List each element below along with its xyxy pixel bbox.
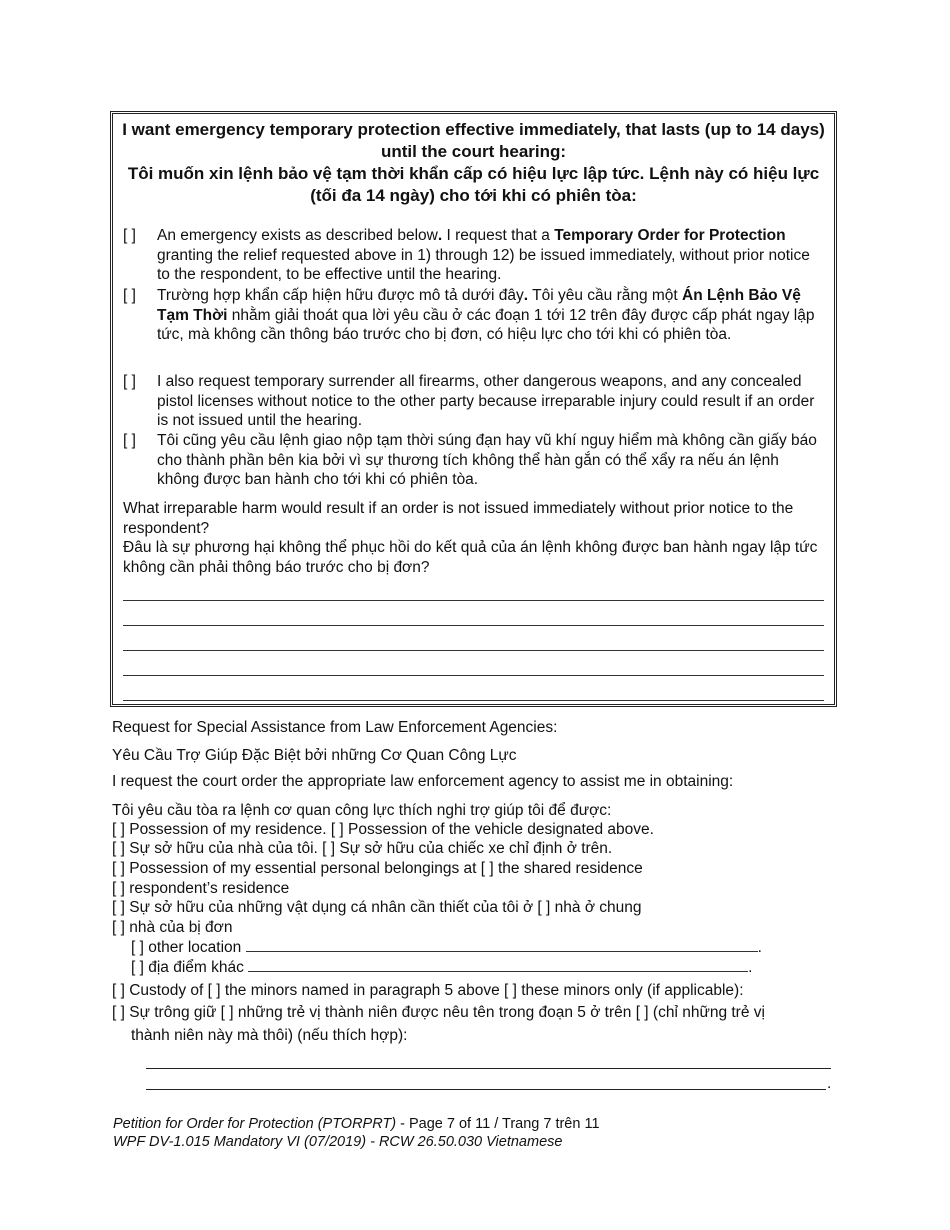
- assist-request-en: I request the court order the appropriate law enforcement agency to assist me in obtaining:: [112, 773, 734, 790]
- footer-page-info: [113, 1115, 600, 1133]
- box-title-vi: Tôi muốn xin lệnh bảo vệ tạm thời khẩn cấp có hiệu lực lập tức. Lệnh này có hiệu lực (tối đa 14 ngày) cho tới khi có phiên tòa:: [127, 164, 820, 205]
- other-location-field-vi[interactable]: [248, 957, 748, 972]
- footer-page-number: - Page 7 of 11 / Trang 7 trên 11: [396, 1116, 600, 1132]
- assist-option-belongings-vi[interactable]: [ ] Sự sở hữu của những vật dụng cá nhân cần thiết của tôi ở [ ] nhà ở chung: [112, 899, 642, 916]
- emergency-order-item-en: [ ] An emergency exists as described below. I request that a Temporary Order for Protection granting the relief requested above in 1) through 12) be issued immediately, without prior notice to the respondent, to be effective until the hearing.: [123, 227, 810, 283]
- custody-line-period: .: [827, 1075, 832, 1092]
- answer-line[interactable]: [123, 625, 824, 626]
- footer-form-title: Petition for Order for Protection (PTORPRT): [113, 1116, 397, 1132]
- question-en: What irreparable harm would result if an order is not issued immediately without prior notice to the respondent?: [123, 500, 794, 537]
- assist-heading-en: Request for Special Assistance from Law Enforcement Agencies:: [112, 719, 558, 736]
- firearms-surrender-item-en: [ ] I also request temporary surrender all firearms, other dangerous weapons, and any concealed pistol licenses without notice to the other party because irreparable injury could result if an order is not issued until the hearing.: [123, 373, 815, 429]
- assist-option-custody-vi[interactable]: [ ] Sự trông giữ [ ] những trẻ vị thành niên được nêu tên trong đoạn 5 ở trên [ ] (chỉ những trẻ vị: [112, 1004, 765, 1021]
- answer-line[interactable]: [123, 675, 824, 676]
- firearms-checkbox-vi[interactable]: [ ]: [123, 432, 136, 449]
- firearms-surrender-item-vi: [ ] Tôi cũng yêu cầu lệnh giao nộp tạm thời súng đạn hay vũ khí nguy hiểm mà không cần giấy báo cho thành phần bên kia bởi vì sự thương tích không thể hàn gắn có thể xẩy ra nếu án lệnh không được ban hành cho tới khi có phiên tòa.: [123, 432, 817, 488]
- irreparable-harm-question: [123, 499, 824, 577]
- assist-option-other-location-en[interactable]: [ ] other location .: [131, 939, 762, 956]
- emergency-order-item-vi: [ ] Trường hợp khẩn cấp hiện hữu được mô tả dưới đây. Tôi yêu cầu rằng một Án Lệnh Bảo Vệ Tạm Thời nhằm giải thoát qua lời yêu cầu ở các đoạn 1 tới 12 trên đây được cấp phát ngay lập tức, mà không cần thông báo trước cho bị đơn, có hiệu lực cho tới khi có phiên tòa.: [123, 287, 815, 343]
- assist-heading-vi: Yêu Cầu Trợ Giúp Đặc Biệt bởi những Cơ Quan Công Lực: [112, 747, 517, 764]
- assist-option-other-location-vi[interactable]: [ ] địa điểm khác .: [131, 959, 753, 976]
- answer-line[interactable]: [123, 700, 824, 701]
- custody-minors-line[interactable]: [146, 1068, 831, 1069]
- emergency-order-checkbox-en[interactable]: [ ]: [123, 227, 136, 244]
- answer-line[interactable]: [123, 600, 824, 601]
- question-vi: Đâu là sự phương hại không thể phục hồi do kết quả của án lệnh không được ban hành ngay lập tức không cần phải thông báo trước cho bị đơn?: [123, 539, 818, 576]
- assist-request-vi: Tôi yêu cầu tòa ra lệnh cơ quan công lực thích nghi trợ giúp tôi để được:: [112, 802, 612, 819]
- assist-option-custody-en[interactable]: [ ] Custody of [ ] the minors named in paragraph 5 above [ ] these minors only (if applicable):: [112, 982, 744, 999]
- assist-option-custody-vi-cont: thành niên này mà thôi) (nếu thích hợp):: [131, 1027, 408, 1044]
- footer-form-id: WPF DV-1.015 Mandatory VI (07/2019) - RCW 26.50.030 Vietnamese: [113, 1134, 563, 1150]
- box-title: [117, 119, 830, 206]
- firearms-checkbox-en[interactable]: [ ]: [123, 373, 136, 390]
- other-location-field-en[interactable]: [246, 937, 758, 952]
- emergency-order-checkbox-vi[interactable]: [ ]: [123, 287, 136, 304]
- assist-option-residence-vehicle-en[interactable]: [ ] Possession of my residence. [ ] Possession of the vehicle designated above.: [112, 821, 654, 838]
- assist-option-respondent-residence-en[interactable]: [ ] respondent’s residence: [112, 880, 290, 897]
- assist-option-respondent-residence-vi[interactable]: [ ] nhà của bị đơn: [112, 919, 233, 936]
- assist-option-belongings-en[interactable]: [ ] Possession of my essential personal belongings at [ ] the shared residence: [112, 860, 643, 877]
- custody-minors-line[interactable]: [146, 1089, 826, 1090]
- assist-option-residence-vehicle-vi[interactable]: [ ] Sự sở hữu của nhà của tôi. [ ] Sự sở hữu của chiếc xe chỉ định ở trên.: [112, 840, 613, 857]
- box-title-en: I want emergency temporary protection effective immediately, that lasts (up to 14 days) until the court hearing:: [122, 120, 825, 161]
- emergency-protection-box: [110, 111, 837, 707]
- answer-line[interactable]: [123, 650, 824, 651]
